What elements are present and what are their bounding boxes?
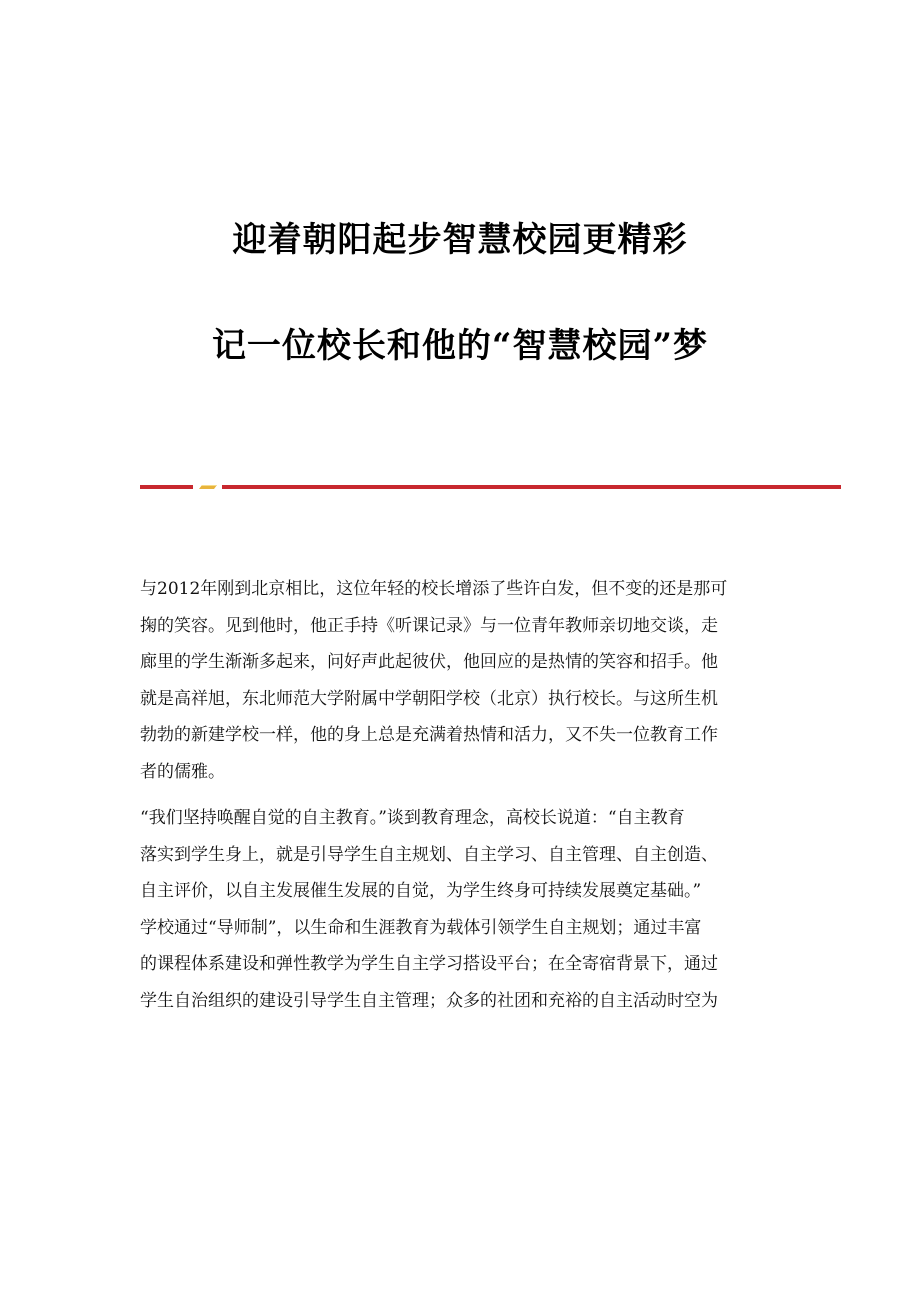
- paragraph-line: 就是高祥旭，东北师范大学附属中学朝阳学校（北京）执行校长。与这所生机: [140, 688, 718, 709]
- document-subtitle: 记一位校长和他的“智慧校园”梦: [211, 326, 709, 366]
- paragraph-line: 与2012年刚到北京相比，这位年轻的校长增添了些许白发，但不变的还是那可: [140, 579, 728, 599]
- paragraph-line: “我们坚持唤醒自觉的自主教育。”谈到教育理念，高校长说道：“自主教育: [140, 808, 685, 828]
- paragraph-gap: [140, 790, 782, 800]
- article-body: [140, 571, 782, 1019]
- paragraph-line: 自主评价，以自主发展催生发展的自觉，为学生终身可持续发展奠定基础。”: [140, 881, 702, 901]
- paragraph-line: 勃勃的新建学校一样，他的身上总是充满着热情和活力，又不失一位教育工作: [140, 725, 718, 745]
- divider-left-segment: [140, 485, 193, 489]
- paragraph-line: 落实到学生身上，就是引导学生自主规划、自主学习、自主管理、自主创造、: [140, 844, 718, 865]
- divider-right-segment: [222, 485, 841, 489]
- paragraph-line: 廊里的学生渐渐多起来，问好声此起彼伏，他回应的是热情的笑容和招手。他: [140, 652, 718, 672]
- paragraph-2: [140, 800, 782, 1019]
- paragraph-line: 掬的笑容。见到他时，他正手持《听课记录》与一位青年教师亲切地交谈，走: [140, 615, 718, 636]
- paragraph-line: 学校通过“导师制”，以生命和生涯教育为载体引领学生自主规划；通过丰富: [140, 917, 702, 938]
- document-title: 迎着朝阳起步智慧校园更精彩: [232, 220, 688, 260]
- paragraph-1: [140, 571, 782, 790]
- divider-ornament-icon: [197, 484, 218, 490]
- paragraph-line: 学生自治组织的建设引导学生自主管理；众多的社团和充裕的自主活动时空为: [140, 990, 718, 1011]
- paragraph-line: 者的儒雅。: [140, 761, 225, 782]
- paragraph-line: 的课程体系建设和弹性教学为学生自主学习搭设平台；在全寄宿背景下，通过: [140, 954, 718, 974]
- title-divider: [140, 484, 841, 490]
